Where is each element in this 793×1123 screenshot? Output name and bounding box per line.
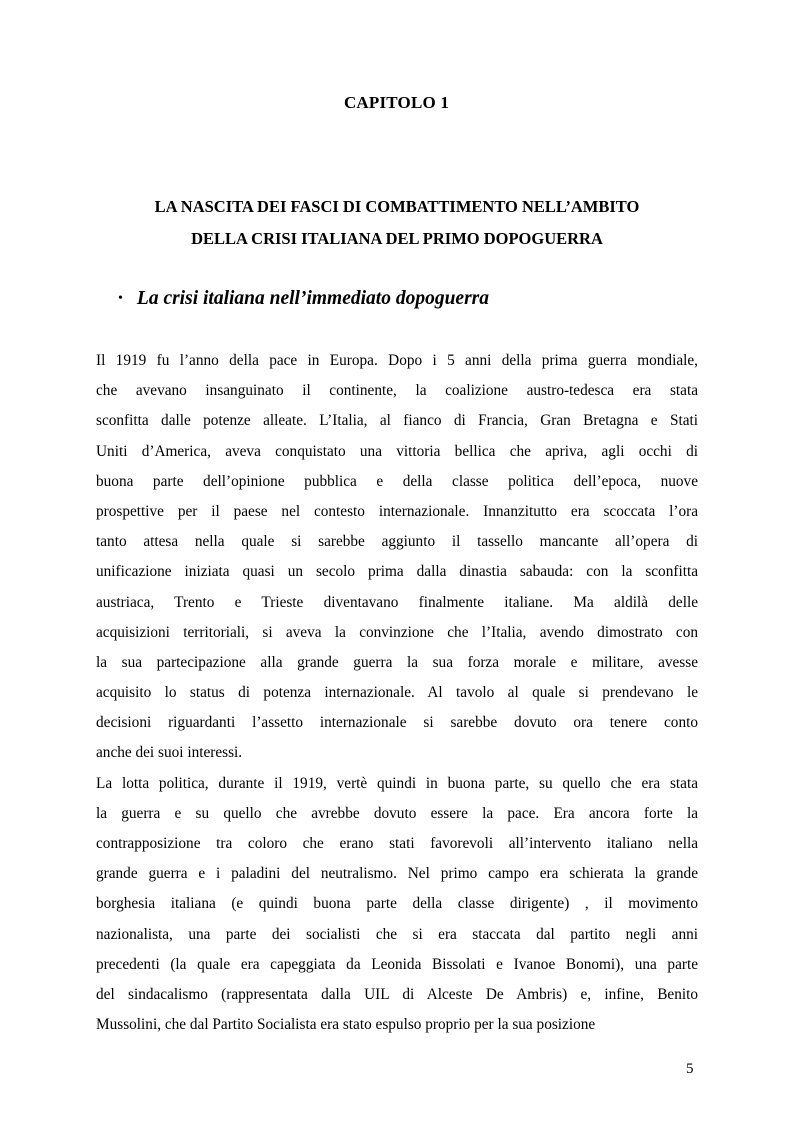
text-line: sconfitta dalle potenze alleate. L’Italia, al fianco di Francia, Gran Bretagna e Stati	[96, 412, 698, 430]
text-line: precedenti (la quale era capeggiata da Leonida Bissolati e Ivanoe Bonomi), una parte	[96, 955, 698, 973]
text-line: La lotta politica, durante il 1919, vertè quindi in buona parte, su quello che era stata	[96, 774, 698, 792]
text-line: prospettive per il paese nel contesto internazionale. Innanzitutto era scoccata l’ora	[96, 502, 698, 520]
chapter-heading: CAPITOLO 1	[343, 93, 450, 112]
text-line: Uniti d’America, aveva conquistato una vittoria bellica che apriva, agli occhi di	[96, 442, 698, 460]
text-line: tanto attesa nella quale si sarebbe aggiunto il tassello mancante all’opera di	[96, 533, 698, 551]
text-line: nazionalista, una parte dei socialisti che si era staccata dal partito negli anni	[96, 925, 698, 943]
text-line: unificazione iniziata quasi un secolo prima dalla dinastia sabauda: con la sconfitta	[96, 563, 698, 581]
text-line: che avevano insanguinato il continente, la coalizione austro-tedesca era stata	[96, 382, 698, 400]
text-line: anche dei suoi interessi.	[96, 744, 243, 762]
chapter-title-line: DELLA CRISI ITALIANA DEL PRIMO DOPOGUERRA	[191, 229, 603, 248]
text-line: grande guerra e i paladini del neutralismo. Nel primo campo era schierata la grande	[96, 865, 698, 883]
bullet-icon: •	[118, 291, 123, 306]
section-heading	[118, 288, 698, 310]
chapter-title	[96, 191, 698, 255]
text-line: la guerra e su quello che avrebbe dovuto essere la pace. Era ancora forte la	[96, 804, 698, 822]
text-line: austriaca, Trento e Trieste diventavano finalmente italiane. Ma aldilà delle	[96, 593, 698, 611]
text-line: borghesia italiana (e quindi buona parte della classe dirigente) , il movimento	[96, 895, 698, 913]
paragraph	[96, 346, 698, 769]
text-line: del sindacalismo (rappresentata dalla UIL di Alceste De Ambris) e, infine, Benito	[96, 985, 698, 1003]
text-line: Mussolini, che dal Partito Socialista era stato espulso proprio per la sua posizione	[96, 1016, 596, 1034]
text-line: decisioni riguardanti l’assetto internazionale si sarebbe dovuto ora tenere conto	[96, 714, 698, 732]
page-number: 5	[686, 1061, 694, 1077]
text-line: Il 1919 fu l’anno della pace in Europa. Dopo i 5 anni della prima guerra mondiale,	[96, 352, 698, 369]
text-line: la sua partecipazione alla grande guerra la sua forza morale e militare, avesse	[96, 653, 698, 671]
section-heading-text: La crisi italiana nell’immediato dopoguerra	[136, 288, 490, 309]
chapter-title-line: LA NASCITA DEI FASCI DI COMBATTIMENTO NELL’AMBITO	[154, 197, 640, 216]
text-line: contrapposizione tra coloro che erano stati favorevoli all’intervento italiano nella	[96, 835, 698, 852]
paragraph	[96, 769, 698, 1041]
body-text	[96, 346, 698, 1040]
text-line: buona parte dell’opinione pubblica e della classe politica dell’epoca, nuove	[96, 472, 698, 490]
text-line: acquisito lo status di potenza internazionale. Al tavolo al quale si prendevano le	[96, 684, 698, 702]
text-line: acquisizioni territoriali, si aveva la convinzione che l’Italia, avendo dimostrato con	[96, 623, 698, 641]
